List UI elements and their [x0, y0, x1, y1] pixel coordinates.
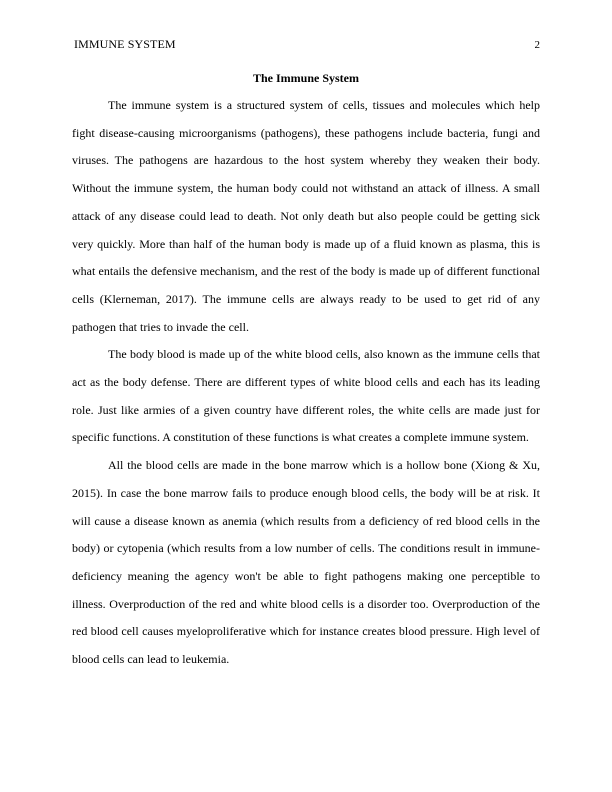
document-body: [72, 92, 540, 674]
page-number: 2: [534, 39, 540, 51]
paragraph-3: All the blood cells are made in the bone marrow which is a hollow bone (Xiong & Xu, 2015). In case the bone marrow fails to produce enough blood cells, the body will be at risk. It will cause a disease known as anemia (which results from a deficiency of red blood cells in the body) or cytopenia (which results from a low number of cells. The conditions result in immune-deficiency meaning the agency won't be able to fight pathogens making one perceptible to illness. Overproduction of the red and white blood cells is a disorder too. Overproduction of the red blood cell causes myeloproliferative which for instance creates blood pressure. High level of blood cells can lead to leukemia.: [72, 458, 540, 667]
paragraph-1: The immune system is a structured system of cells, tissues and molecules which help fight disease-causing microorganisms (pathogens), these pathogens include bacteria, fungi and viruses. The pathogens are hazardous to the host system whereby they weaken their body. Without the immune system, the human body could not withstand an attack of illness. A small attack of any disease could lead to death. Not only death but also people could be getting sick very quickly. More than half of the human body is made up of a fluid known as plasma, this is what entails the defensive mechanism, and the rest of the body is made up of different functional cells (Klerneman, 2017). The immune cells are always ready to be used to get rid of any pathogen that tries to invade the cell.: [72, 98, 540, 334]
paragraph-2: The body blood is made up of the white blood cells, also known as the immune cells that act as the body defense. There are different types of white blood cells and each has its leading role. Just like armies of a given country have different roles, the white cells are made just for specific functions. A constitution of these functions is what creates a complete immune system.: [72, 347, 540, 445]
running-head: IMMUNE SYSTEM: [74, 37, 176, 51]
document-title: The Immune System: [252, 71, 359, 85]
